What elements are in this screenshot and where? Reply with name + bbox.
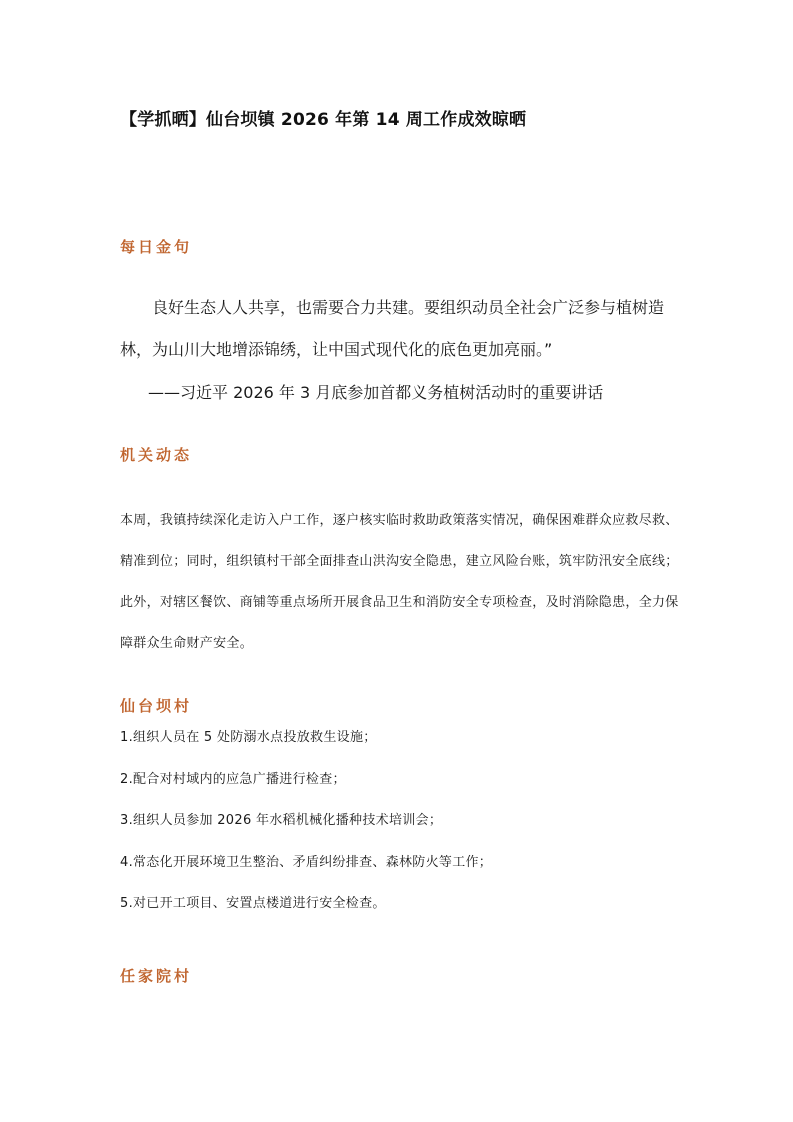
list-item: 3.组织人员参加 2026 年水稻机械化播种技术培训会； bbox=[120, 813, 443, 828]
section-heading-xiantaiba-village: 仙台坝村 bbox=[120, 697, 193, 715]
list-item: 1.组织人员在 5 处防溺水点投放救生设施； bbox=[120, 730, 377, 745]
list-item: 5.对已开工项目、安置点楼道进行安全检查。 bbox=[120, 896, 386, 911]
document-title: 【学抓晒】仙台坝镇 2026 年第 14 周工作成效晾晒 bbox=[120, 110, 527, 130]
daily-quote-attribution: ——习近平 2026 年 3 月底参加首都义务植树活动时的重要讲话 bbox=[148, 383, 604, 402]
xiantaiba-village-list bbox=[120, 730, 492, 938]
section-heading-agency-news: 机关动态 bbox=[120, 446, 193, 464]
list-item: 4.常态化开展环境卫生整治、矛盾纠纷排查、森林防火等工作； bbox=[120, 854, 493, 870]
section-heading-daily-quote: 每日金句 bbox=[120, 238, 193, 256]
agency-news-text: 本周，我镇持续深化走访入户工作，逐户核实临时救助政策落实情况，确保困难群众应救尽救、精准到位；同时，组织镇村干部全面排查山洪沟安全隐患，建立风险台账，筑牢防汛安全底线；此外，对辖区餐饮、商铺等重点场所开展食品卫生和消防安全专项检查，及时消除隐患，全力保障群众生命财产安全。 bbox=[120, 513, 679, 651]
daily-quote-text: 良好生态人人共享，也需要合力共建。要组织动员全社会广泛参与植树造林，为山川大地增添锦绣，让中国式现代化的底色更加亮丽。” bbox=[120, 298, 665, 359]
list-item: 2.配合对村域内的应急广播进行检查； bbox=[120, 771, 346, 787]
section-heading-renjiayuan-village: 任家院村 bbox=[120, 967, 193, 985]
